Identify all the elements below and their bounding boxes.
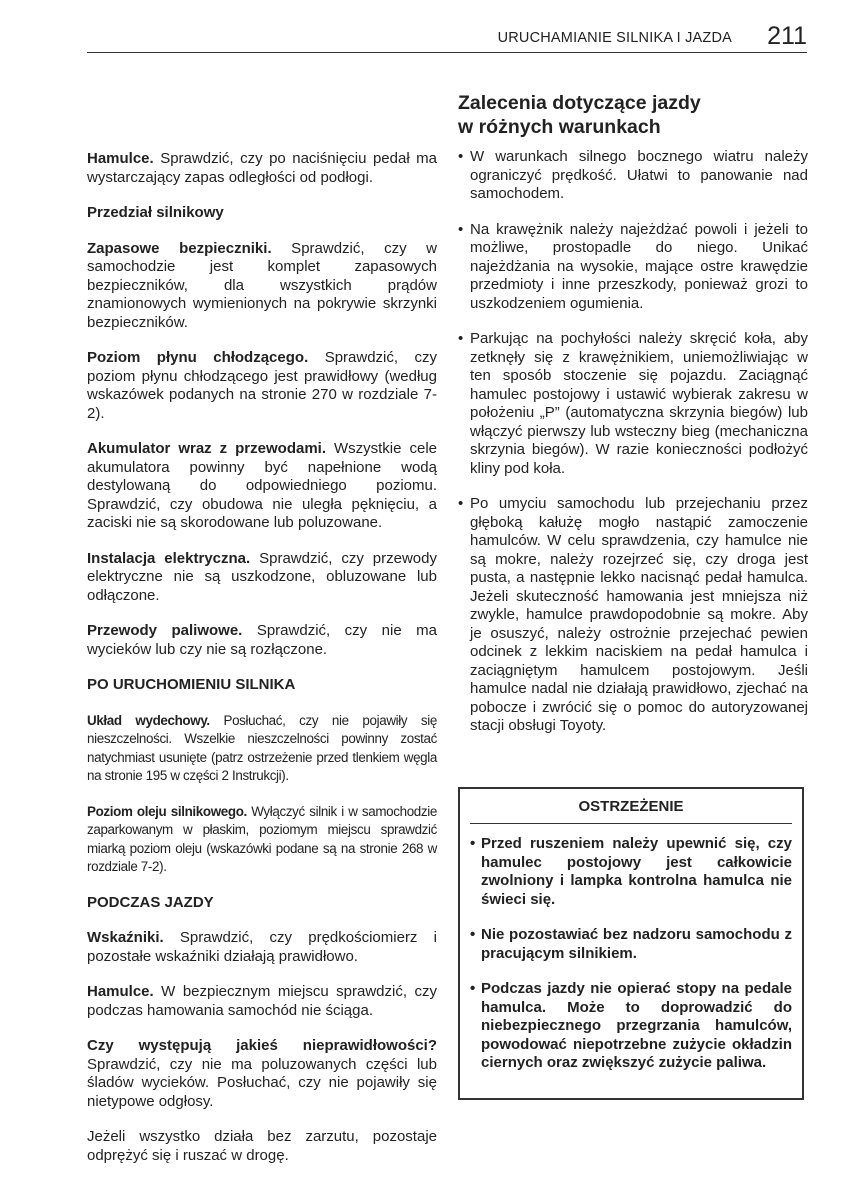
right-column [458, 91, 808, 753]
paragraph-exhaust: Układ wydechowy. Posłuchać, czy nie pojawiły się nieszczelności. Wszelkie nieszczelności powinny zostać natychmiast usunięte (patrz ostrzeżenie przed tlenkiem węgla na stronie 195 w części 2 Instrukcji). [87, 712, 437, 783]
bullet-item: • Parkując na pochyłości należy skręcić koła, aby zetknęły się z krawężnikiem, uniemożliwiając w ten sposób stoczenie się pojazdu. Zaciągnąć hamulec postojowy i ustawić wybierak zakresu w położeniu „P” (automatyczna skrzynia biegów) lub włączyć pierwszy lub wsteczny bieg (mechaniczna skrzynia biegów). W razie konieczności podłożyć kliny pod koła. [458, 330, 808, 478]
paragraph-oil: Poziom oleju silnikowego. Wyłączyć silnik i w samochodzie zaparkowanym w płaskim, poziomym miejscu sprawdzić miarką poziom oleju (wskazówki podane są na stronie 268 w rozdziale 7-2). [87, 803, 437, 874]
paragraph-fuses: Zapasowe bezpieczniki. Sprawdzić, czy w samochodzie jest komplet zapasowych bezpieczników, dla wszystkich prądów znamionowych wymienionych na pokrywie skrzynki bezpieczników. [87, 239, 438, 331]
heading-while-driving: PODCZAS JAZDY [87, 893, 214, 911]
paragraph-fuel-lines: Przewody paliwowe. Sprawdzić, czy nie ma wycieków lub czy nie są rozłączone. [87, 622, 437, 658]
term: Poziom płynu chłodzącego. [87, 349, 309, 366]
paragraph-coolant: Poziom płynu chłodzącego. Sprawdzić, czy poziom płynu chłodzącego jest prawidłowy (według wskazówek podanych na stronie 270 w rozdziale 7-2). [87, 349, 437, 422]
paragraph-closing: Jeżeli wszystko działa bez zarzutu, pozostaje odprężyć się i ruszać w drogę. [87, 1128, 437, 1164]
warning-box [458, 787, 804, 1100]
paragraph-battery: Akumulator wraz z przewodami. Wszystkie cele akumulatora powinny być napełnione wodą destylowaną do odpowiedniego poziomu. Sprawdzić, czy obudowa nie uległa pęknięciu, a zaciski nie są skorodowane lub poluzowane. [87, 440, 437, 531]
bullet-item: • Na krawężnik należy najeżdżać powoli i jeżeli to możliwe, prostopadle do niego. Unikać najeżdżania na wysokie, mające ostre krawędzie przedmioty i inne przeszkody, ponieważ grozi to uszkodzeniem ogumienia. [458, 221, 808, 314]
paragraph-irregularities: Czy występują jakieś nieprawidłowości? Sprawdzić, czy nie ma poluzowanych części lub śladów wycieków. Posłuchać, czy nie pojawiły się nietypowe odgłosy. [87, 1037, 437, 1110]
header-rule [87, 52, 807, 53]
term: Hamulce. [87, 983, 154, 1000]
warning-item: • Nie pozostawiać bez nadzoru samochodu z pracującym silnikiem. [470, 926, 792, 963]
heading-engine-compartment: Przedział silnikowy [87, 204, 224, 221]
paragraph-brakes-pedal: Hamulce. Sprawdzić, czy po naciśnięciu pedał ma wystarczający zapas odległości od podłogi. [87, 150, 437, 186]
term: Przewody paliwowe. [87, 622, 243, 639]
paragraph-brakes-pull: Hamulce. W bezpiecznym miejscu sprawdzić, czy podczas hamowania samochód nie ściąga. [87, 983, 437, 1019]
term: Wskaźniki. [87, 929, 164, 946]
term: Instalacja elektryczna. [87, 549, 251, 567]
term: Akumulator wraz z przewodami. [87, 440, 326, 457]
warning-title: OSTRZEŻENIE [470, 789, 792, 824]
warning-item: • Podczas jazdy nie opierać stopy na pedale hamulca. Może to doprowadzić do niebezpiecznego przegrzania hamulców, powodować niepotrzebne zużycie okładzin ciernych oraz zwiększyć zużycie paliwa. [470, 980, 792, 1073]
running-header: URUCHAMIANIE SILNIKA I JAZDA [497, 30, 732, 46]
left-column [87, 150, 437, 1182]
term: Układ wydechowy. [87, 712, 210, 728]
term: Poziom oleju silnikowego. [87, 803, 247, 819]
page-number: 211 [767, 22, 807, 50]
bullet-item: • W warunkach silnego bocznego wiatru należy ograniczyć prędkość. Ułatwi to panowanie nad samochodem. [458, 148, 808, 204]
paragraph-gauges: Wskaźniki. Sprawdzić, czy prędkościomierz i pozostałe wskaźniki działają prawidłowo. [87, 929, 437, 965]
warning-item: • Przed ruszeniem należy upewnić się, czy hamulec postojowy jest całkowicie zwolniony i lampka kontrolna hamulca nie świeci się. [470, 835, 792, 909]
term: Hamulce. [87, 150, 154, 167]
heading-after-start: PO URUCHOMIENIU SILNIKA [87, 676, 296, 693]
paragraph-electrical: Instalacja elektryczna. Sprawdzić, czy przewody elektryczne nie są uszkodzone, obluzowane lub odłączone. [87, 549, 437, 604]
term: Zapasowe bezpieczniki. [87, 239, 272, 257]
bullet-item: • Po umyciu samochodu lub przejechaniu przez głęboką kałużę mogło nastąpić zamoczenie hamulców. W celu sprawdzenia, czy hamulce nie są mokre, należy rozejrzeć się, czy droga jest pusta, a następnie lekko nacisnąć pedał hamulca. Jeżeli skuteczność hamowania jest mniejsza niż zwykle, hamulce prawdopodobnie są mokre. Aby je osuszyć, należy ostrożnie przejechać pewien odcinek z lekkim naciskiem na pedał hamulca i zaciągniętym hamulcem postojowym. Jeśli hamulce nadal nie działają prawidłowo, zjechać na pobocze i zwrócić się o pomoc do autoryzowanej stacji obsługi Toyoty. [458, 495, 808, 736]
term: Czy występują jakieś nieprawidłowości? [87, 1037, 437, 1054]
section-title: Zalecenia dotyczące jazdy w różnych warunkach [458, 92, 701, 138]
warning-list [460, 824, 802, 1073]
